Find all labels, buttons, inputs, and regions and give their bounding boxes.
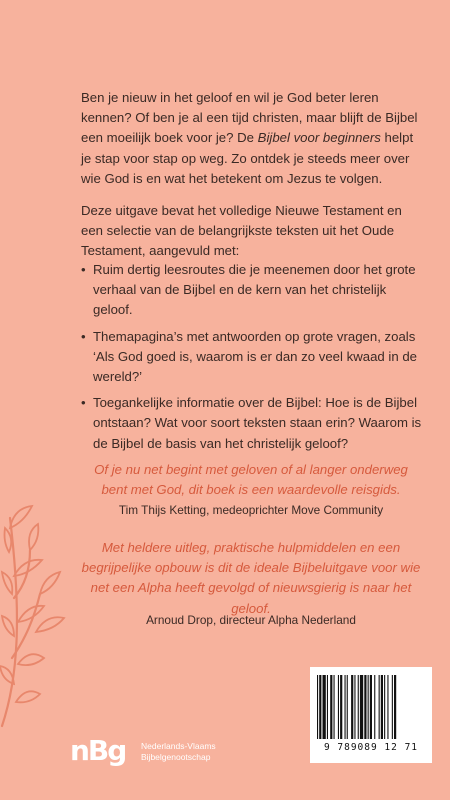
isbn-number: 9 789089 12 71 bbox=[323, 742, 419, 753]
bullet-icon: • bbox=[81, 395, 86, 411]
list-item-text: Themapagina’s met antwoorden op grote vragen, zoals ‘Als God goed is, waarom is er dan zo veel kwaad in de wereld?’ bbox=[93, 328, 417, 385]
publisher-logo: nBg bbox=[70, 734, 126, 767]
publisher-name-line: Bijbelgenootschap bbox=[141, 752, 211, 762]
list-item-text: Toegankelijke informatie over de Bijbel: Hoe is de Bijbel ontstaan? Wat voor soort teksten staan erin? Waarom is de Bijbel de basis van het christelijk geloof? bbox=[93, 395, 422, 451]
leaf-branch-icon bbox=[0, 498, 70, 728]
book-title-italic: Bijbel voor beginners bbox=[257, 130, 381, 146]
endorsement-author: Tim Thijs Ketting, medeoprichter Move Community bbox=[118, 503, 384, 517]
barcode bbox=[310, 667, 432, 763]
endorsement-quote: Met heldere uitleg, praktische hulpmiddelen en een begrijpelijke opbouw is dit de ideale Bijbeluitgave voor wie net een Alpha heeft gevolgd of nieuwsgierig is naar het geloof. bbox=[81, 540, 421, 616]
intro-paragraph bbox=[81, 88, 421, 189]
list-item bbox=[81, 260, 426, 321]
list-item bbox=[81, 327, 426, 388]
intro-text-after: helpt je stap voor stap op weg. Zo ontdek je steeds meer over wie God is en wat het betekent om Jezus te volgen. bbox=[81, 130, 414, 186]
contents-lead: Deze uitgave bevat het volledige Nieuwe Testament en een selectie van de belangrijkste teksten uit het Oude Testament, aangevuld met: bbox=[81, 203, 402, 259]
barcode-bars bbox=[315, 675, 427, 739]
bullet-icon: • bbox=[81, 328, 86, 344]
intro-text-before: Ben je nieuw in het geloof en wil je God beter leren kennen? Of ben je al een tijd christen, maar blijft de Bijbel een moeilijk boek voor je? De bbox=[81, 90, 418, 146]
list-item bbox=[81, 393, 426, 454]
publisher-name bbox=[141, 741, 216, 763]
endorsement-author: Arnoud Drop, directeur Alpha Nederland bbox=[146, 613, 356, 627]
bullet-icon: • bbox=[81, 262, 86, 277]
endorsement-quote: Of je nu net begint met geloven of al langer onderweg bent met God, dit boek is een waardevolle reisgids. bbox=[94, 462, 408, 498]
publisher-name-line: Nederlands-Vlaams bbox=[141, 741, 216, 751]
list-item-text: Ruim dertig leesroutes die je meenemen door het grote verhaal van de Bijbel en de kern van het christelijk geloof. bbox=[93, 262, 416, 318]
contents-list bbox=[81, 260, 426, 460]
